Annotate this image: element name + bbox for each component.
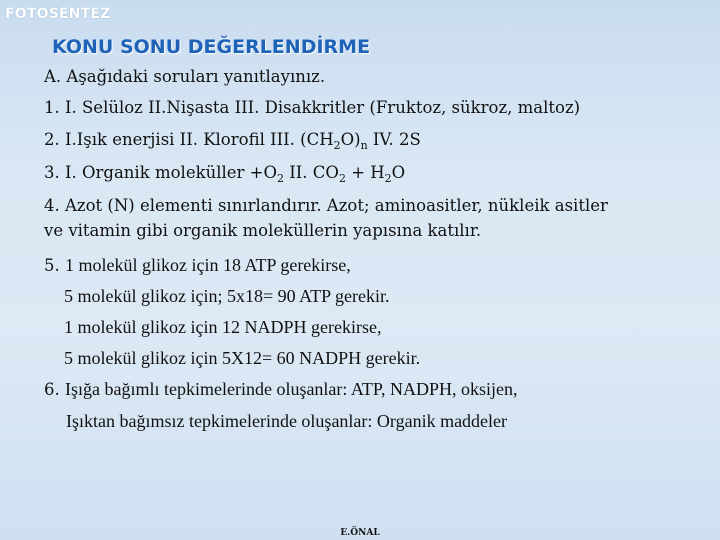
answer-3-subscript-a: 2 — [277, 172, 285, 185]
answer-5-line-2: 5 molekül glikoz için; 5x18= 90 ATP gerekir. — [64, 286, 390, 306]
answer-3-part-c: + H — [345, 163, 385, 182]
answer-3-subscript-c: 2 — [384, 172, 392, 185]
answer-1: 1. I. Selüloz II.Nişasta III. Disakkritler (Fruktoz, sükroz, maltoz) — [44, 98, 581, 117]
answer-5-line-1 — [44, 255, 351, 276]
answer-5-prefix: 5. — [44, 256, 65, 275]
answer-3-part-d: O — [391, 163, 406, 182]
answer-3 — [44, 163, 405, 183]
answer-4-line-1: 4. Azot (N) elementi sınırlandırır. Azot; aminoasitler, nükleik asitler — [44, 196, 608, 215]
answer-5-text-1: 1 molekül glikoz için 18 ATP gerekirse, — [65, 255, 351, 275]
answer-2-part-b: O) — [340, 130, 361, 149]
answer-6-prefix: 6. — [44, 380, 65, 399]
answer-2-part-c: IV. 2S — [367, 130, 421, 149]
corner-title: FOTOSENTEZ — [5, 6, 111, 22]
answer-3-part-a: 3. I. Organik moleküller +O — [44, 163, 278, 182]
answer-6-line-2: Işıktan bağımsız tepkimelerinde oluşanlar: Organik maddeler — [66, 411, 508, 431]
answer-2-subscript-2: 2 — [333, 139, 341, 152]
answer-6-line-1 — [44, 379, 517, 400]
answer-2-part-a: 2. I.Işık enerjisi II. Klorofil III. (CH — [44, 130, 334, 149]
slide-title: KONU SONU DEĞERLENDİRME — [52, 36, 371, 58]
answer-2-subscript-n: n — [360, 139, 368, 152]
answer-5-line-4: 5 molekül glikoz için 5X12= 60 NADPH gerekir. — [64, 348, 421, 368]
answer-3-part-b: II. CO — [284, 163, 339, 182]
answer-6-text-1: Işığa bağımlı tepkimelerinde oluşanlar: ATP, NADPH, oksijen, — [65, 379, 518, 399]
answer-3-subscript-b: 2 — [338, 172, 346, 185]
instruction-line: A. Aşağıdaki soruları yanıtlayınız. — [44, 67, 326, 86]
answer-2 — [44, 130, 421, 150]
answer-4-line-2: ve vitamin gibi organik moleküllerin yapısına katılır. — [44, 221, 482, 240]
answer-5-line-3: 1 molekül glikoz için 12 NADPH gerekirse, — [64, 317, 382, 337]
author-footer: E.ÖNAL — [340, 528, 380, 538]
